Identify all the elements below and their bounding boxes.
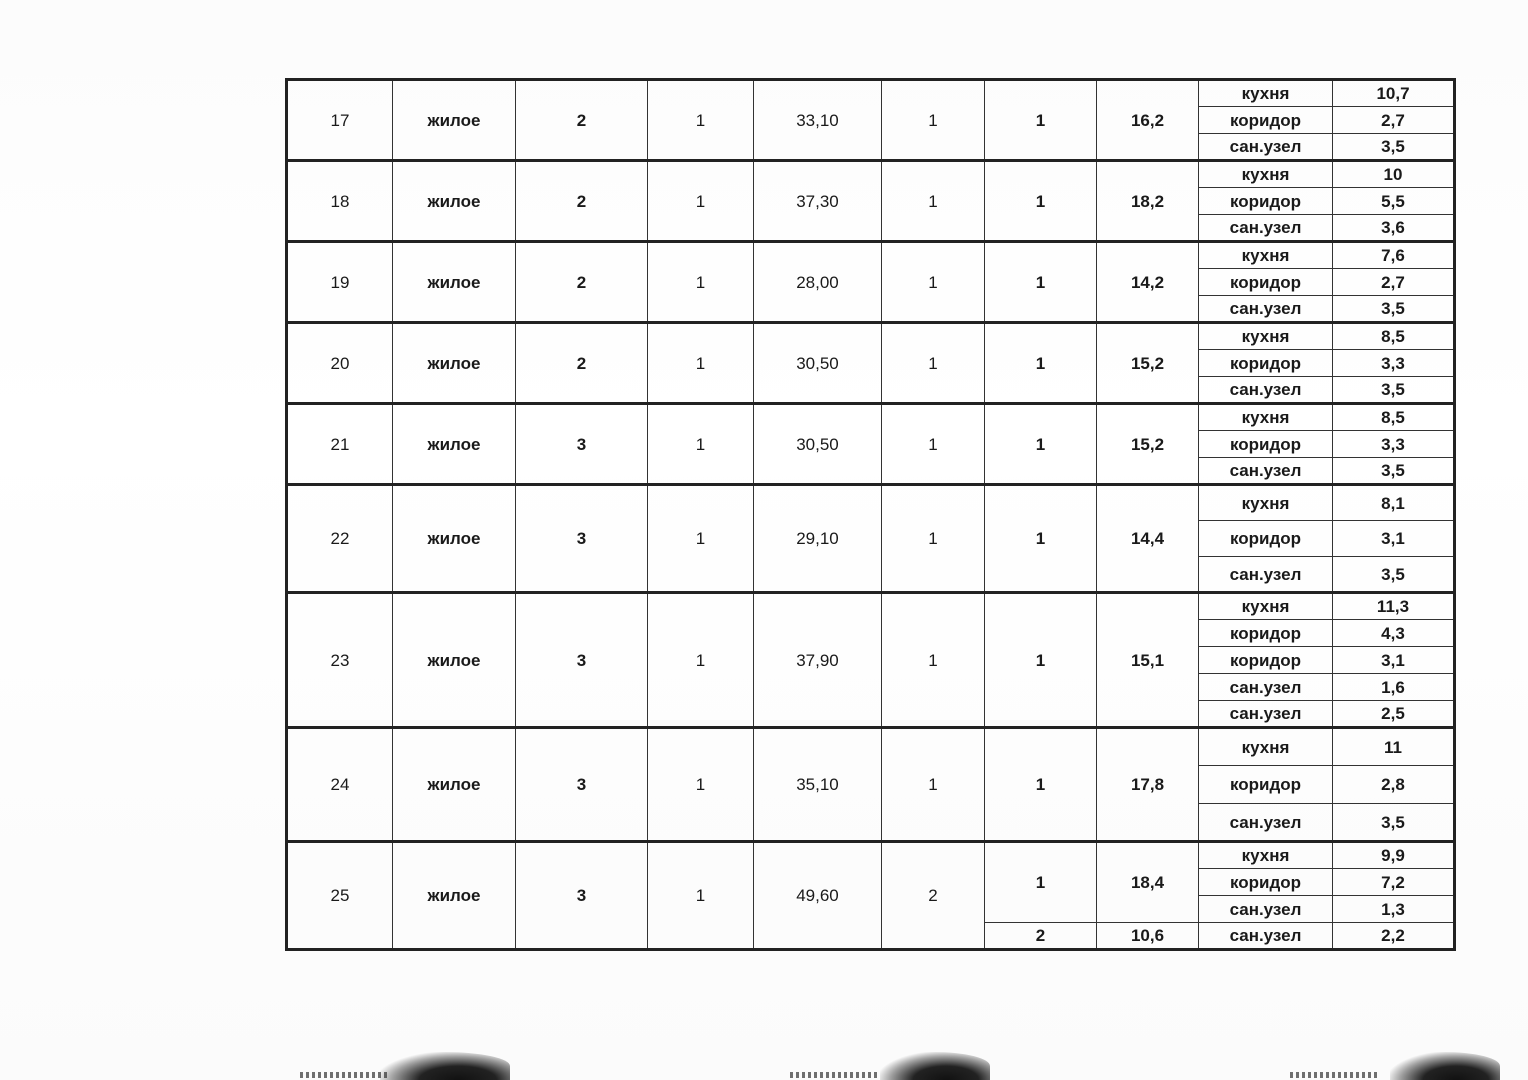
scan-smudge xyxy=(380,1052,510,1080)
total-area: 37,30 xyxy=(754,161,882,242)
apartment-group xyxy=(287,404,1455,485)
aux-room-area: 3,3 xyxy=(1333,350,1455,377)
aux-room-area: 11 xyxy=(1333,728,1455,766)
aux-room-area: 8,5 xyxy=(1333,323,1455,350)
room-count: 1 xyxy=(882,80,985,161)
aux-room-name: сан.узел xyxy=(1199,215,1333,242)
entrance-count: 1 xyxy=(648,323,754,404)
apartment-type: жилое xyxy=(393,842,516,950)
aux-room-name: кухня xyxy=(1199,323,1333,350)
living-room-number: 1 xyxy=(985,80,1097,161)
aux-room-name: кухня xyxy=(1199,485,1333,521)
aux-room-name: сан.узел xyxy=(1199,804,1333,842)
aux-room-area: 5,5 xyxy=(1333,188,1455,215)
living-room-area: 14,2 xyxy=(1097,242,1199,323)
living-room-number: 1 xyxy=(985,728,1097,842)
aux-room-area: 3,1 xyxy=(1333,647,1455,674)
total-area: 35,10 xyxy=(754,728,882,842)
aux-room-name: сан.узел xyxy=(1199,458,1333,485)
living-room-area: 18,2 xyxy=(1097,161,1199,242)
living-room-number: 1 xyxy=(985,323,1097,404)
apartment-type: жилое xyxy=(393,728,516,842)
room-count: 1 xyxy=(882,242,985,323)
floor: 3 xyxy=(516,485,648,593)
aux-room-name: коридор xyxy=(1199,620,1333,647)
room-count: 1 xyxy=(882,593,985,728)
aux-room-name: сан.узел xyxy=(1199,896,1333,923)
apartment-type: жилое xyxy=(393,161,516,242)
apartment-group xyxy=(287,485,1455,593)
aux-room-name: кухня xyxy=(1199,242,1333,269)
entrance-count: 1 xyxy=(648,593,754,728)
living-room-area: 15,2 xyxy=(1097,323,1199,404)
aux-room-name: сан.узел xyxy=(1199,701,1333,728)
aux-room-area: 3,5 xyxy=(1333,804,1455,842)
living-room-area: 15,1 xyxy=(1097,593,1199,728)
aux-room-area: 2,8 xyxy=(1333,766,1455,804)
aux-room-name: коридор xyxy=(1199,107,1333,134)
apartment-group xyxy=(287,593,1455,728)
aux-room-area: 2,7 xyxy=(1333,107,1455,134)
apartment-number: 19 xyxy=(287,242,393,323)
aux-room-name: коридор xyxy=(1199,269,1333,296)
room-count: 1 xyxy=(882,728,985,842)
floor: 3 xyxy=(516,593,648,728)
total-area: 30,50 xyxy=(754,323,882,404)
scan-speckle xyxy=(790,1072,880,1078)
aux-room-area: 2,5 xyxy=(1333,701,1455,728)
apartment-type: жилое xyxy=(393,593,516,728)
table-row xyxy=(287,323,1455,350)
aux-room-name: коридор xyxy=(1199,188,1333,215)
table-row xyxy=(287,728,1455,766)
table-row xyxy=(287,593,1455,620)
table-row xyxy=(287,404,1455,431)
aux-room-area: 10,7 xyxy=(1333,80,1455,107)
aux-room-name: коридор xyxy=(1199,647,1333,674)
aux-room-area: 3,6 xyxy=(1333,215,1455,242)
apartment-type: жилое xyxy=(393,485,516,593)
aux-room-name: коридор xyxy=(1199,869,1333,896)
living-room-area: 10,6 xyxy=(1097,923,1199,950)
entrance-count: 1 xyxy=(648,161,754,242)
aux-room-area: 2,7 xyxy=(1333,269,1455,296)
aux-room-area: 1,6 xyxy=(1333,674,1455,701)
apartment-group xyxy=(287,323,1455,404)
living-room-area: 17,8 xyxy=(1097,728,1199,842)
floor: 3 xyxy=(516,728,648,842)
apartment-number: 24 xyxy=(287,728,393,842)
aux-room-area: 7,2 xyxy=(1333,869,1455,896)
living-room-number: 1 xyxy=(985,242,1097,323)
floor: 2 xyxy=(516,161,648,242)
apartment-number: 17 xyxy=(287,80,393,161)
apartment-type: жилое xyxy=(393,80,516,161)
room-count: 1 xyxy=(882,485,985,593)
floor: 2 xyxy=(516,80,648,161)
table-row xyxy=(287,161,1455,188)
aux-room-name: кухня xyxy=(1199,593,1333,620)
entrance-count: 1 xyxy=(648,242,754,323)
aux-room-area: 4,3 xyxy=(1333,620,1455,647)
aux-room-area: 10 xyxy=(1333,161,1455,188)
aux-room-area: 7,6 xyxy=(1333,242,1455,269)
floor: 3 xyxy=(516,842,648,950)
aux-room-name: сан.узел xyxy=(1199,674,1333,701)
aux-room-area: 9,9 xyxy=(1333,842,1455,869)
apartment-number: 25 xyxy=(287,842,393,950)
scan-speckle xyxy=(300,1072,390,1078)
aux-room-area: 3,3 xyxy=(1333,431,1455,458)
apartment-group xyxy=(287,842,1455,950)
aux-room-area: 8,1 xyxy=(1333,485,1455,521)
apartment-group xyxy=(287,80,1455,161)
aux-room-area: 8,5 xyxy=(1333,404,1455,431)
living-room-area: 18,4 xyxy=(1097,842,1199,923)
apartment-group xyxy=(287,161,1455,242)
table-row xyxy=(287,485,1455,521)
table-row xyxy=(287,80,1455,107)
total-area: 30,50 xyxy=(754,404,882,485)
table-row xyxy=(287,842,1455,869)
aux-room-name: кухня xyxy=(1199,80,1333,107)
room-count: 1 xyxy=(882,323,985,404)
entrance-count: 1 xyxy=(648,842,754,950)
room-count: 1 xyxy=(882,161,985,242)
living-room-number: 2 xyxy=(985,923,1097,950)
aux-room-name: коридор xyxy=(1199,431,1333,458)
apartment-type: жилое xyxy=(393,404,516,485)
apartment-group xyxy=(287,728,1455,842)
aux-room-name: кухня xyxy=(1199,728,1333,766)
total-area: 37,90 xyxy=(754,593,882,728)
aux-room-area: 2,2 xyxy=(1333,923,1455,950)
aux-room-name: сан.узел xyxy=(1199,557,1333,593)
entrance-count: 1 xyxy=(648,404,754,485)
apartment-number: 22 xyxy=(287,485,393,593)
aux-room-area: 3,5 xyxy=(1333,458,1455,485)
room-count: 1 xyxy=(882,404,985,485)
entrance-count: 1 xyxy=(648,485,754,593)
aux-room-name: кухня xyxy=(1199,842,1333,869)
aux-room-name: кухня xyxy=(1199,161,1333,188)
living-room-area: 16,2 xyxy=(1097,80,1199,161)
room-count: 2 xyxy=(882,842,985,950)
floor: 3 xyxy=(516,404,648,485)
floor: 2 xyxy=(516,242,648,323)
living-room-area: 14,4 xyxy=(1097,485,1199,593)
aux-room-area: 3,5 xyxy=(1333,377,1455,404)
aux-room-name: сан.узел xyxy=(1199,377,1333,404)
living-room-number: 1 xyxy=(985,485,1097,593)
table-row xyxy=(287,242,1455,269)
aux-room-area: 3,1 xyxy=(1333,521,1455,557)
floor: 2 xyxy=(516,323,648,404)
total-area: 28,00 xyxy=(754,242,882,323)
aux-room-name: коридор xyxy=(1199,350,1333,377)
aux-room-name: коридор xyxy=(1199,521,1333,557)
apartment-type: жилое xyxy=(393,242,516,323)
aux-room-name: коридор xyxy=(1199,766,1333,804)
aux-room-area: 11,3 xyxy=(1333,593,1455,620)
living-room-number: 1 xyxy=(985,593,1097,728)
entrance-count: 1 xyxy=(648,728,754,842)
aux-room-name: сан.узел xyxy=(1199,296,1333,323)
apartment-group xyxy=(287,242,1455,323)
aux-room-name: сан.узел xyxy=(1199,923,1333,950)
total-area: 29,10 xyxy=(754,485,882,593)
total-area: 33,10 xyxy=(754,80,882,161)
living-room-number: 1 xyxy=(985,404,1097,485)
apartment-number: 21 xyxy=(287,404,393,485)
apartment-number: 20 xyxy=(287,323,393,404)
living-room-number: 1 xyxy=(985,842,1097,923)
aux-room-name: сан.узел xyxy=(1199,134,1333,161)
scan-smudge xyxy=(1390,1052,1500,1080)
scan-speckle xyxy=(1290,1072,1380,1078)
total-area: 49,60 xyxy=(754,842,882,950)
aux-room-area: 1,3 xyxy=(1333,896,1455,923)
living-room-area: 15,2 xyxy=(1097,404,1199,485)
apartments-table xyxy=(285,78,1456,951)
aux-room-name: кухня xyxy=(1199,404,1333,431)
apartment-number: 23 xyxy=(287,593,393,728)
entrance-count: 1 xyxy=(648,80,754,161)
scan-smudge xyxy=(880,1052,990,1080)
apartment-number: 18 xyxy=(287,161,393,242)
aux-room-area: 3,5 xyxy=(1333,296,1455,323)
living-room-number: 1 xyxy=(985,161,1097,242)
aux-room-area: 3,5 xyxy=(1333,134,1455,161)
aux-room-area: 3,5 xyxy=(1333,557,1455,593)
apartment-type: жилое xyxy=(393,323,516,404)
